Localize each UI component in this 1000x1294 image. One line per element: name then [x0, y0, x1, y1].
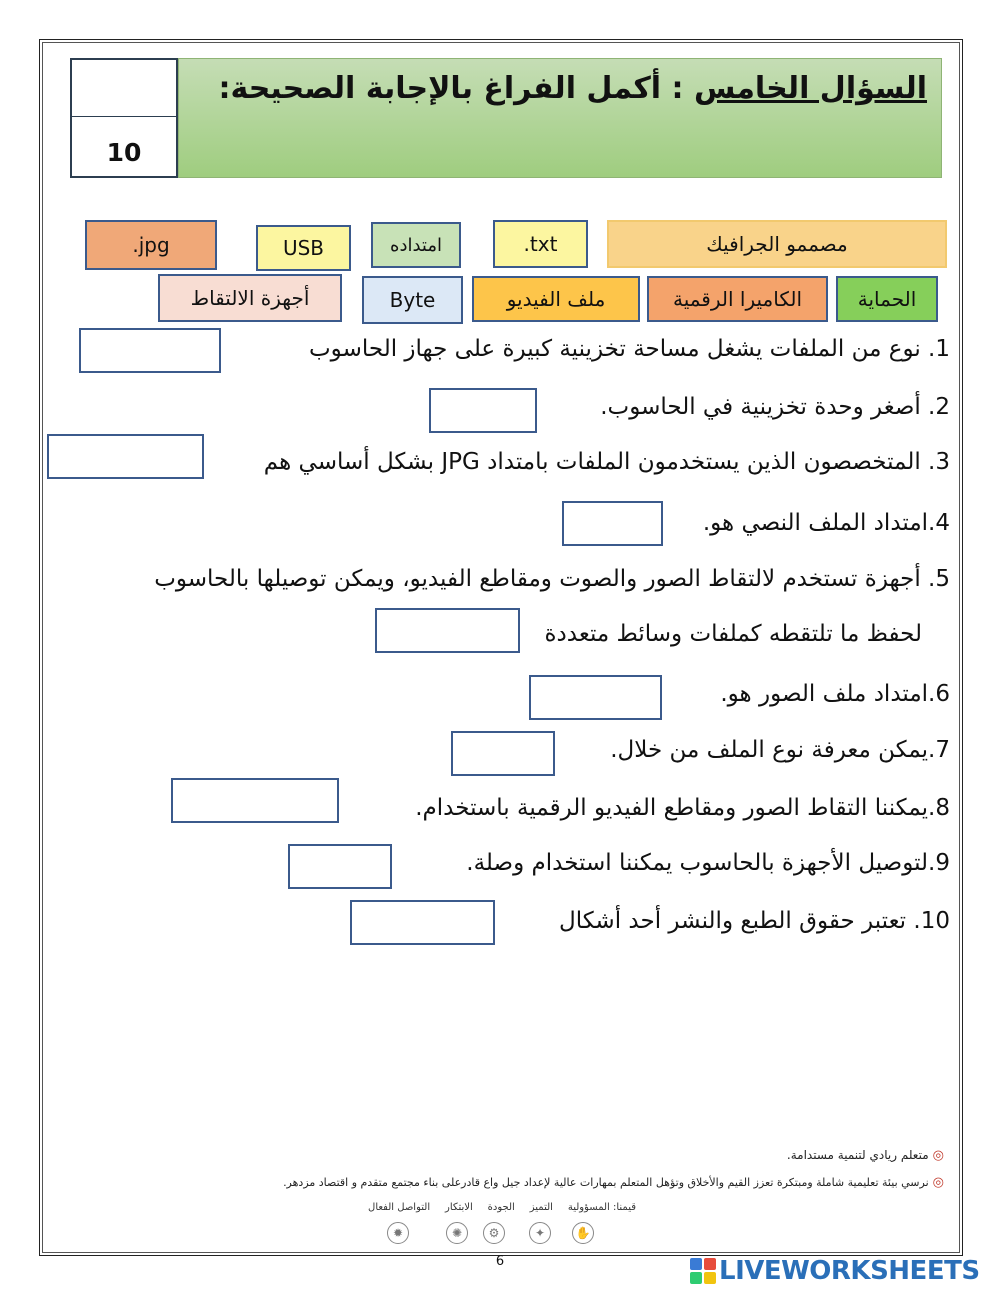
- brand-name: LIVEWORKSHEETS: [719, 1256, 980, 1286]
- question-6: [720, 683, 950, 706]
- answer-blank-8[interactable]: [171, 778, 339, 823]
- question-10-number: 10.: [913, 908, 950, 934]
- question-9-number: 9.: [928, 850, 950, 876]
- question-5: [154, 568, 950, 591]
- question-title: [219, 71, 927, 106]
- question-3: [264, 451, 950, 474]
- question-10: [559, 910, 950, 933]
- network-icon: ✺: [446, 1222, 468, 1244]
- answer-blank-7[interactable]: [451, 731, 555, 776]
- answer-blank-10[interactable]: [350, 900, 495, 945]
- answer-blank-5[interactable]: [375, 608, 520, 653]
- title-bar: [178, 58, 942, 178]
- question-8-number: 8.: [928, 795, 950, 821]
- score-divider: [72, 116, 176, 117]
- communication-icon: ✹: [387, 1222, 409, 1244]
- target-icon: ◎: [932, 1148, 944, 1163]
- word-chip-txt[interactable]: .txt: [493, 220, 588, 268]
- question-3-text: المتخصصون الذين يستخدمون الملفات بامتداد JPG بشكل أساسي هم: [263, 449, 929, 475]
- answer-blank-1[interactable]: [79, 328, 221, 373]
- question-7-text: يمكن معرفة نوع الملف من خلال.: [610, 737, 929, 763]
- value-communication: التواصل الفعال: [368, 1202, 431, 1213]
- question-7: [610, 739, 950, 762]
- question-8-text: يمكننا التقاط الصور ومقاطع الفيديو الرقمية باستخدام.: [415, 795, 929, 821]
- word-chip-extension[interactable]: امتداده: [371, 222, 461, 268]
- answer-blank-4[interactable]: [562, 501, 663, 546]
- answer-blank-6[interactable]: [529, 675, 662, 720]
- question-8: [415, 797, 950, 820]
- word-chip-protection[interactable]: الحماية: [836, 276, 938, 322]
- word-chip-graphic-designers[interactable]: مصممو الجرافيك: [607, 220, 947, 268]
- question-1: [309, 338, 950, 361]
- score-box: [70, 58, 178, 178]
- question-9: [466, 852, 950, 875]
- question-2: [600, 396, 950, 419]
- question-9-text: لتوصيل الأجهزة بالحاسوب يمكننا استخدام وصلة.: [466, 850, 929, 876]
- footer-values: [368, 1202, 636, 1213]
- answer-blank-2[interactable]: [429, 388, 537, 433]
- question-1-text: نوع من الملفات يشغل مساحة تخزينية كبيرة على جهاز الحاسوب: [309, 336, 929, 362]
- target-icon: ◎: [932, 1175, 944, 1190]
- question-4-number: 4.: [928, 510, 950, 536]
- word-chip-usb[interactable]: USB: [256, 225, 351, 271]
- word-chip-capture-devices[interactable]: أجهزة الالتقاط: [158, 274, 342, 322]
- word-chip-jpg[interactable]: .jpg: [85, 220, 217, 270]
- score-total: 10: [106, 138, 142, 167]
- question-5-number: 5.: [928, 566, 950, 592]
- liveworksheets-logo-icon: [690, 1258, 716, 1284]
- footer-vision-text: متعلم ريادي لتنمية مستدامة.: [786, 1148, 929, 1162]
- question-5-text: أجهزة تستخدم لالتقاط الصور والصوت ومقاطع الفيديو، ويمكن توصيلها بالحاسوب: [154, 566, 929, 592]
- page-number: 6: [495, 1254, 505, 1269]
- value-excellence: التميز: [529, 1202, 553, 1213]
- question-4: [703, 512, 950, 535]
- question-6-text: امتداد ملف الصور هو.: [720, 681, 929, 707]
- gear-icon: ⚙: [483, 1222, 505, 1244]
- question-title-instruction: : أكمل الفراغ بالإجابة الصحيحة:: [218, 71, 694, 106]
- question-6-number: 6.: [928, 681, 950, 707]
- footer-mission: [283, 1175, 944, 1190]
- question-2-text: أصغر وحدة تخزينية في الحاسوب.: [600, 394, 929, 420]
- question-4-text: امتداد الملف النصي هو.: [702, 510, 929, 536]
- question-1-number: 1.: [928, 336, 950, 362]
- liveworksheets-brand[interactable]: [690, 1256, 980, 1286]
- word-chip-digital-camera[interactable]: الكاميرا الرقمية: [647, 276, 828, 322]
- question-3-number: 3.: [928, 449, 950, 475]
- footer-mission-text: نرسي بيئة تعليمية شاملة ومبتكرة تعزز القيم والأخلاق وتؤهل المتعلم بمهارات عالية لإعداد جيل واع قادرعلى بناء مجتمع متقدم و اقتصاد مزدهر.: [283, 1176, 929, 1189]
- question-title-number: السؤال الخامس: [693, 71, 927, 106]
- value-responsibility: قيمنا: المسؤولية: [567, 1202, 636, 1213]
- footer-vision: [787, 1148, 944, 1163]
- handshake-icon: ✋: [572, 1222, 594, 1244]
- star-badge-icon: ✦: [529, 1222, 551, 1244]
- question-7-number: 7.: [928, 737, 950, 763]
- question-5-line-2: لحفظ ما تلتقطه كملفات وسائط متعددة: [544, 621, 922, 647]
- question-10-text: تعتبر حقوق الطبع والنشر أحد أشكال: [559, 908, 914, 934]
- value-quality: الجودة: [487, 1202, 515, 1213]
- answer-blank-3[interactable]: [47, 434, 204, 479]
- answer-blank-9[interactable]: [288, 844, 392, 889]
- value-innovation: الابتكار: [445, 1202, 473, 1213]
- word-chip-byte[interactable]: Byte: [362, 276, 463, 324]
- question-2-number: 2.: [928, 394, 950, 420]
- word-chip-video-file[interactable]: ملف الفيديو: [472, 276, 640, 322]
